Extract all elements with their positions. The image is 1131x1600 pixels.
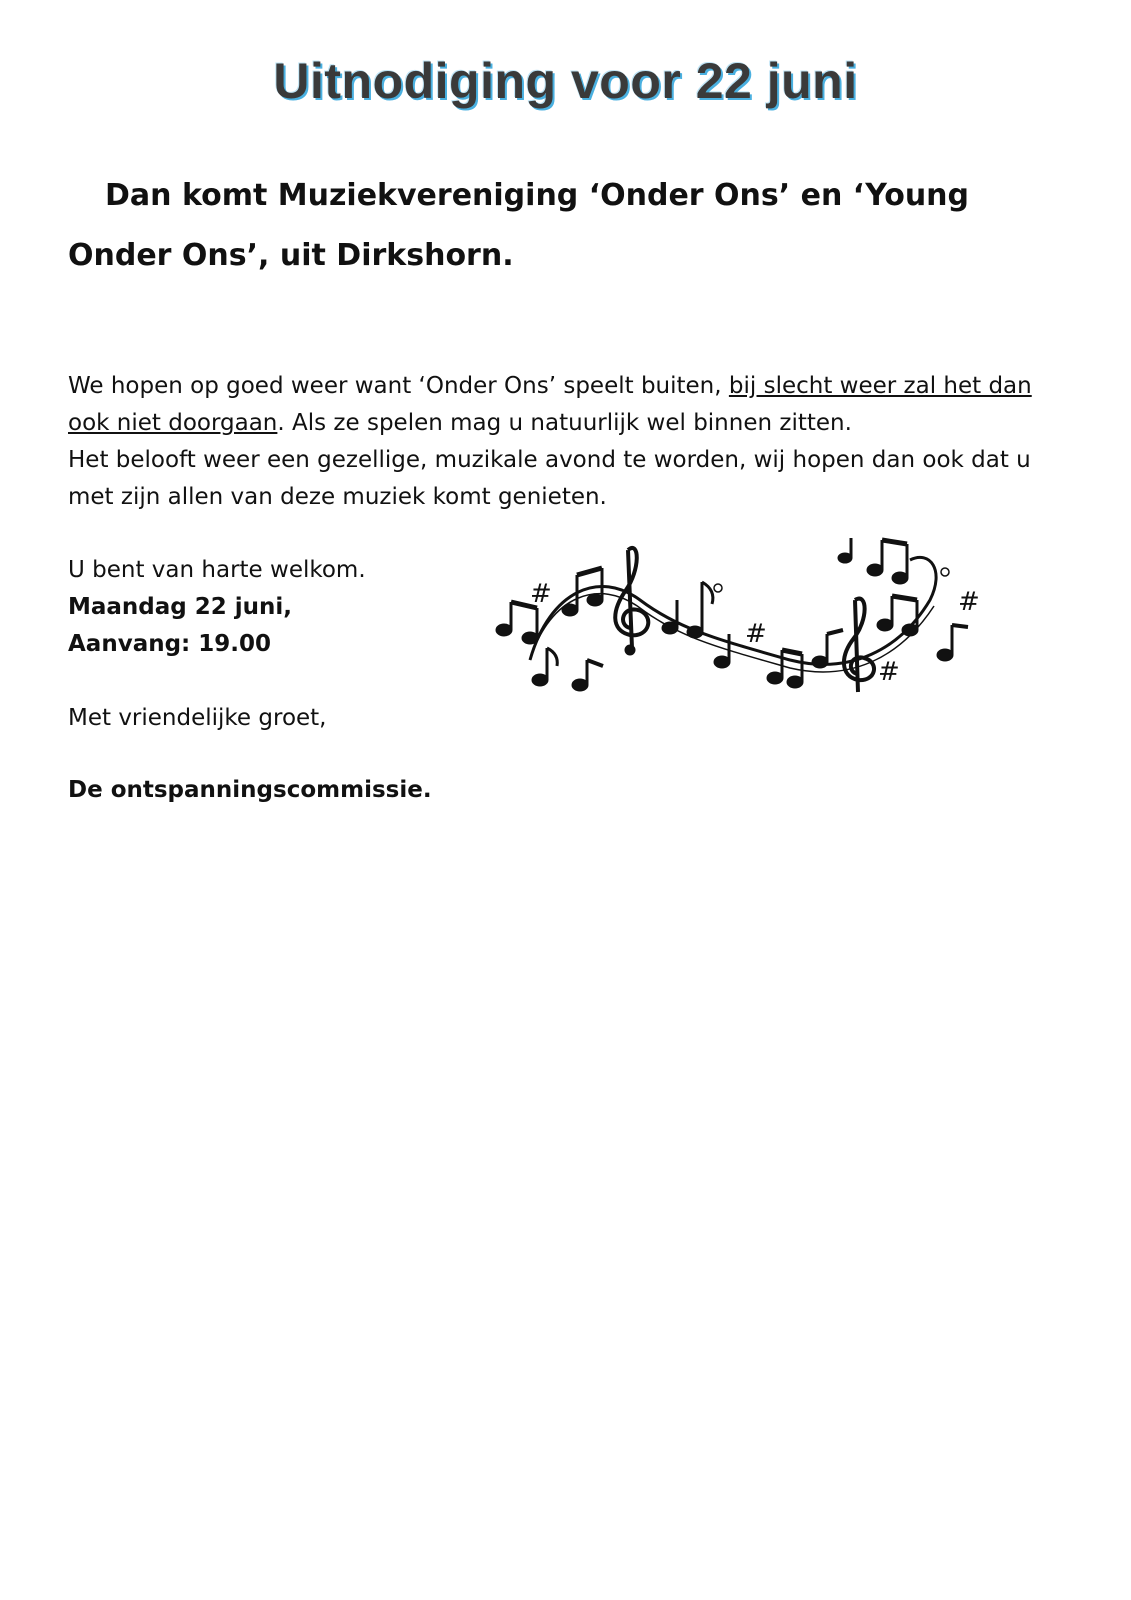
intro-part-3: Het belooft weer een gezellige, muzikale avond te worden, wij hopen dan ook dat u met zijn allen van deze muziek komt genieten. <box>68 447 1031 510</box>
subtitle: Dan komt Muziekvereniging ‘Onder Ons’ en ‘Young Onder Ons’, uit Dirkshorn. <box>68 178 970 273</box>
svg-text:#: # <box>745 619 767 649</box>
svg-text:#: # <box>530 579 552 609</box>
event-start: Aanvang: 19.00 <box>68 631 272 657</box>
event-date: Maandag 22 juni, <box>68 594 293 620</box>
svg-text:#: # <box>878 657 900 687</box>
intro-underlined: bij slecht weer zal het dan ook niet doorgaan <box>68 373 1032 436</box>
signature: De ontspanningscommissie. <box>68 777 432 803</box>
intro-part-2: . Als ze spelen mag u natuurlijk wel binnen zitten. <box>277 410 852 436</box>
intro-part-1: We hopen op goed weer want ‘Onder Ons’ speelt buiten, <box>68 373 729 399</box>
welcome-text: U bent van harte welkom. <box>68 557 366 583</box>
page-title: Uitnodiging voor 22 juni <box>273 53 858 109</box>
intro-paragraph <box>68 368 1068 516</box>
music-notes-icon <box>490 530 990 700</box>
svg-text:#: # <box>958 587 980 617</box>
greeting: Met vriendelijke groet, <box>68 705 327 731</box>
